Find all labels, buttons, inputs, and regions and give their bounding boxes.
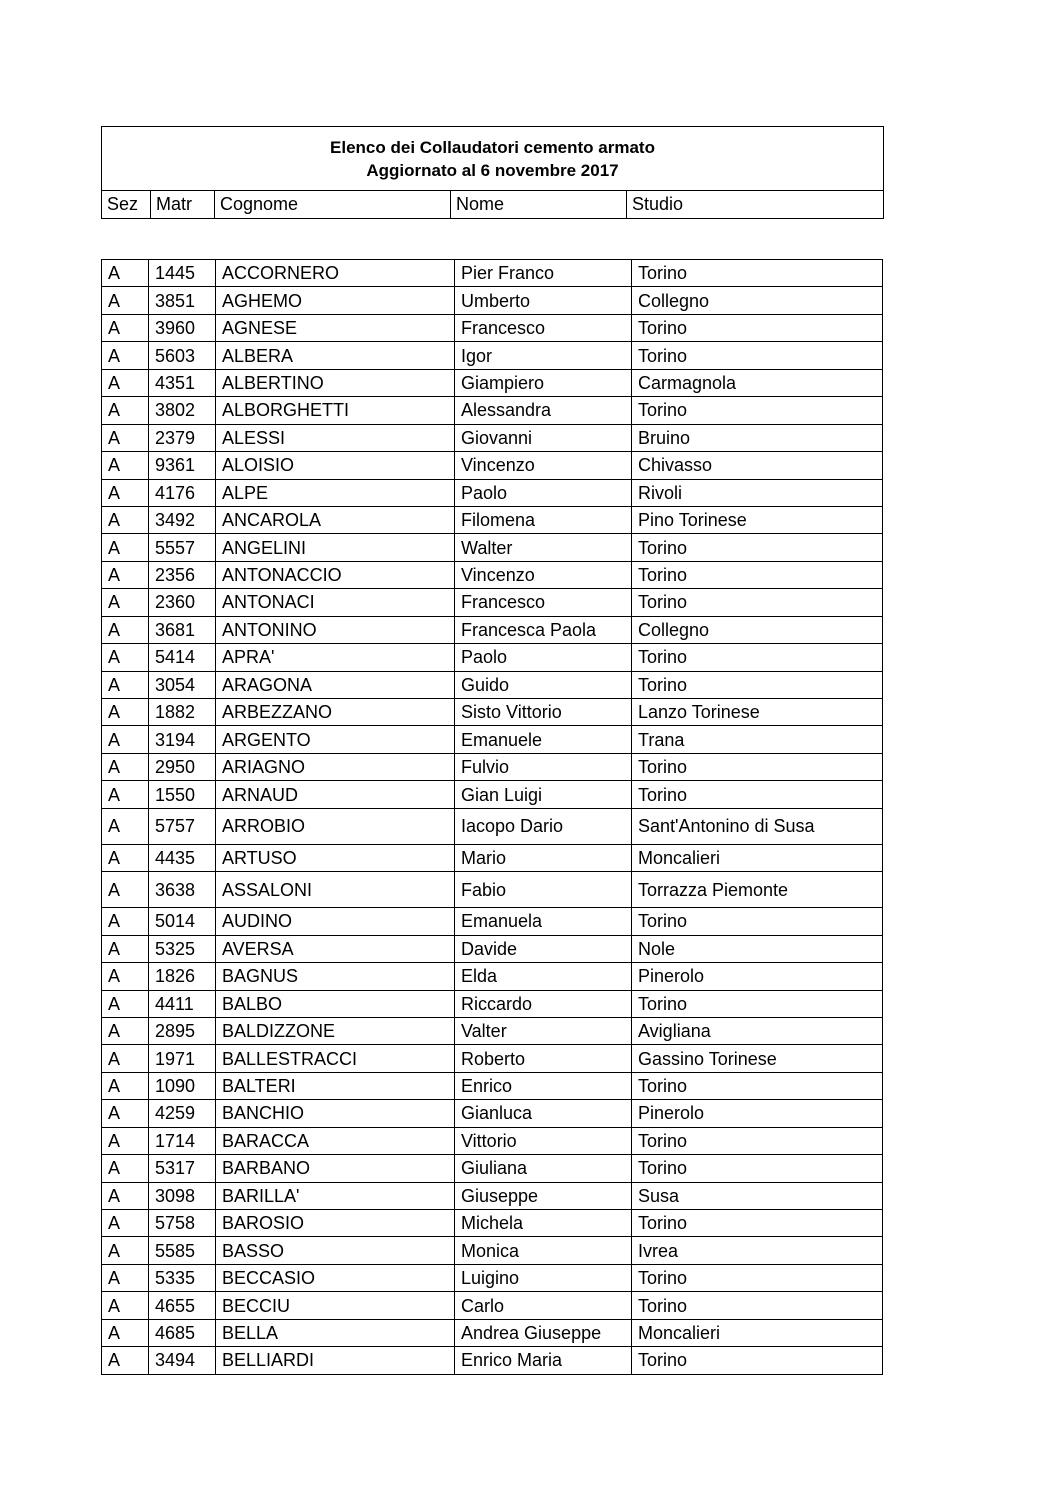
cell-sez: A	[102, 506, 149, 533]
cell-matr: 5758	[149, 1210, 216, 1237]
cell-cognome: BALTERI	[216, 1072, 455, 1099]
cell-nome: Elda	[455, 963, 632, 990]
cell-nome: Paolo	[455, 479, 632, 506]
cell-studio: Torino	[632, 589, 883, 616]
cell-cognome: ALPE	[216, 479, 455, 506]
cell-matr: 1090	[149, 1072, 216, 1099]
cell-cognome: ARIAGNO	[216, 753, 455, 780]
cell-matr: 3054	[149, 671, 216, 698]
cell-nome: Alessandra	[455, 397, 632, 424]
cell-nome: Andrea Giuseppe	[455, 1319, 632, 1346]
cell-nome: Giuseppe	[455, 1182, 632, 1209]
column-header-cognome: Cognome	[215, 191, 451, 218]
cell-nome: Giampiero	[455, 369, 632, 396]
table-row	[102, 1210, 883, 1237]
cell-matr: 3681	[149, 616, 216, 643]
cell-cognome: ARGENTO	[216, 726, 455, 753]
table-row	[102, 1347, 883, 1374]
cell-matr: 4655	[149, 1292, 216, 1319]
cell-cognome: BANCHIO	[216, 1100, 455, 1127]
cell-studio: Collegno	[632, 287, 883, 314]
cell-cognome: ANTONINO	[216, 616, 455, 643]
cell-cognome: APRA'	[216, 644, 455, 671]
cell-cognome: ANTONACI	[216, 589, 455, 616]
cell-nome: Valter	[455, 1017, 632, 1044]
table-row	[102, 872, 883, 908]
table-row	[102, 369, 883, 396]
cell-studio: Pinerolo	[632, 963, 883, 990]
cell-cognome: ALESSI	[216, 424, 455, 451]
cell-nome: Giuliana	[455, 1155, 632, 1182]
cell-matr: 3194	[149, 726, 216, 753]
cell-sez: A	[102, 644, 149, 671]
cell-cognome: ALOISIO	[216, 452, 455, 479]
cell-sez: A	[102, 534, 149, 561]
table-row	[102, 908, 883, 935]
cell-nome: Paolo	[455, 644, 632, 671]
column-headers	[102, 191, 883, 218]
cell-studio: Torino	[632, 534, 883, 561]
table-row	[102, 781, 883, 808]
cell-studio: Moncalieri	[632, 844, 883, 871]
cell-matr: 2379	[149, 424, 216, 451]
table-row	[102, 424, 883, 451]
cell-studio: Torino	[632, 561, 883, 588]
cell-matr: 2895	[149, 1017, 216, 1044]
table-row	[102, 452, 883, 479]
cell-matr: 5603	[149, 342, 216, 369]
cell-nome: Francesco	[455, 589, 632, 616]
table-row	[102, 534, 883, 561]
cell-nome: Walter	[455, 534, 632, 561]
table-row	[102, 287, 883, 314]
cell-matr: 1550	[149, 781, 216, 808]
table-row	[102, 260, 883, 287]
cell-sez: A	[102, 1155, 149, 1182]
cell-sez: A	[102, 287, 149, 314]
cell-nome: Enrico Maria	[455, 1347, 632, 1374]
cell-sez: A	[102, 1045, 149, 1072]
column-header-sez: Sez	[102, 191, 151, 218]
cell-cognome: ALBORGHETTI	[216, 397, 455, 424]
document-subtitle: Aggiornato al 6 novembre 2017	[366, 161, 619, 180]
cell-cognome: BARILLA'	[216, 1182, 455, 1209]
cell-sez: A	[102, 342, 149, 369]
cell-matr: 2356	[149, 561, 216, 588]
cell-cognome: ARBEZZANO	[216, 699, 455, 726]
cell-matr: 3494	[149, 1347, 216, 1374]
cell-matr: 4435	[149, 844, 216, 871]
table-row	[102, 1237, 883, 1264]
cell-studio: Collegno	[632, 616, 883, 643]
cell-studio: Pinerolo	[632, 1100, 883, 1127]
cell-cognome: BAGNUS	[216, 963, 455, 990]
cell-nome: Vincenzo	[455, 561, 632, 588]
document-title: Elenco dei Collaudatori cemento armato	[330, 138, 655, 157]
cell-nome: Mario	[455, 844, 632, 871]
cell-nome: Vittorio	[455, 1127, 632, 1154]
cell-sez: A	[102, 963, 149, 990]
cell-matr: 5335	[149, 1264, 216, 1291]
cell-sez: A	[102, 844, 149, 871]
cell-studio: Ivrea	[632, 1237, 883, 1264]
cell-matr: 5414	[149, 644, 216, 671]
cell-nome: Francesco	[455, 314, 632, 341]
cell-studio: Torino	[632, 342, 883, 369]
cell-matr: 1826	[149, 963, 216, 990]
cell-sez: A	[102, 726, 149, 753]
cell-studio: Torino	[632, 753, 883, 780]
cell-sez: A	[102, 908, 149, 935]
cell-cognome: BECCIU	[216, 1292, 455, 1319]
cell-sez: A	[102, 1264, 149, 1291]
cell-matr: 3492	[149, 506, 216, 533]
table-row	[102, 397, 883, 424]
cell-cognome: BAROSIO	[216, 1210, 455, 1237]
cell-nome: Enrico	[455, 1072, 632, 1099]
cell-cognome: AGHEMO	[216, 287, 455, 314]
cell-cognome: AGNESE	[216, 314, 455, 341]
table-row	[102, 1264, 883, 1291]
table-row	[102, 671, 883, 698]
cell-sez: A	[102, 808, 149, 844]
cell-nome: Monica	[455, 1237, 632, 1264]
cell-studio: Torino	[632, 671, 883, 698]
cell-cognome: ALBERTINO	[216, 369, 455, 396]
table-row	[102, 342, 883, 369]
table-row	[102, 616, 883, 643]
cell-studio: Bruino	[632, 424, 883, 451]
cell-cognome: AVERSA	[216, 935, 455, 962]
cell-studio: Lanzo Torinese	[632, 699, 883, 726]
table-body	[102, 260, 883, 1375]
column-header-matr: Matr	[151, 191, 215, 218]
table-row	[102, 844, 883, 871]
cell-nome: Sisto Vittorio	[455, 699, 632, 726]
cell-studio: Susa	[632, 1182, 883, 1209]
cell-matr: 4259	[149, 1100, 216, 1127]
cell-studio: Chivasso	[632, 452, 883, 479]
cell-sez: A	[102, 424, 149, 451]
cell-sez: A	[102, 699, 149, 726]
cell-cognome: BECCASIO	[216, 1264, 455, 1291]
cell-sez: A	[102, 1210, 149, 1237]
table-row	[102, 1292, 883, 1319]
table-row	[102, 506, 883, 533]
table-row	[102, 314, 883, 341]
cell-cognome: BALBO	[216, 990, 455, 1017]
column-header-studio: Studio	[632, 194, 684, 214]
cell-studio: Torino	[632, 397, 883, 424]
cell-cognome: BARACCA	[216, 1127, 455, 1154]
cell-studio: Pino Torinese	[632, 506, 883, 533]
cell-cognome: ALBERA	[216, 342, 455, 369]
cell-sez: A	[102, 671, 149, 698]
cell-matr: 3098	[149, 1182, 216, 1209]
cell-studio: Torino	[632, 990, 883, 1017]
cell-studio: Torino	[632, 1155, 883, 1182]
cell-cognome: ARROBIO	[216, 808, 455, 844]
cell-sez: A	[102, 753, 149, 780]
cell-cognome: ARAGONA	[216, 671, 455, 698]
cell-sez: A	[102, 1237, 149, 1264]
cell-sez: A	[102, 479, 149, 506]
cell-studio: Torino	[632, 644, 883, 671]
cell-matr: 1445	[149, 260, 216, 287]
table-row	[102, 699, 883, 726]
cell-cognome: BALDIZZONE	[216, 1017, 455, 1044]
table-row	[102, 1045, 883, 1072]
cell-studio: Carmagnola	[632, 369, 883, 396]
cell-sez: A	[102, 260, 149, 287]
cell-sez: A	[102, 1347, 149, 1374]
cell-studio: Trana	[632, 726, 883, 753]
cell-sez: A	[102, 397, 149, 424]
cell-sez: A	[102, 1100, 149, 1127]
cell-sez: A	[102, 369, 149, 396]
cell-sez: A	[102, 314, 149, 341]
collaudatori-table	[101, 259, 883, 1375]
cell-nome: Vincenzo	[455, 452, 632, 479]
cell-sez: A	[102, 616, 149, 643]
cell-cognome: BALLESTRACCI	[216, 1045, 455, 1072]
cell-studio: Torino	[632, 314, 883, 341]
cell-studio: Torino	[632, 1264, 883, 1291]
cell-matr: 5014	[149, 908, 216, 935]
cell-matr: 1882	[149, 699, 216, 726]
cell-studio: Torrazza Piemonte	[632, 872, 883, 908]
cell-studio: Torino	[632, 1292, 883, 1319]
cell-cognome: ANGELINI	[216, 534, 455, 561]
table-row	[102, 726, 883, 753]
cell-matr: 1971	[149, 1045, 216, 1072]
cell-nome: Emanuele	[455, 726, 632, 753]
cell-matr: 4351	[149, 369, 216, 396]
cell-sez: A	[102, 872, 149, 908]
table-row	[102, 1100, 883, 1127]
cell-matr: 4685	[149, 1319, 216, 1346]
cell-nome: Gian Luigi	[455, 781, 632, 808]
table-row	[102, 963, 883, 990]
cell-matr: 3802	[149, 397, 216, 424]
cell-nome: Riccardo	[455, 990, 632, 1017]
cell-cognome: BELLIARDI	[216, 1347, 455, 1374]
cell-nome: Iacopo Dario	[455, 808, 632, 844]
cell-studio: Torino	[632, 260, 883, 287]
cell-studio: Torino	[632, 781, 883, 808]
cell-studio: Torino	[632, 908, 883, 935]
cell-nome: Pier Franco	[455, 260, 632, 287]
cell-studio: Rivoli	[632, 479, 883, 506]
cell-sez: A	[102, 1292, 149, 1319]
cell-matr: 5325	[149, 935, 216, 962]
table-row	[102, 479, 883, 506]
cell-nome: Fabio	[455, 872, 632, 908]
cell-sez: A	[102, 935, 149, 962]
cell-studio: Torino	[632, 1072, 883, 1099]
cell-matr: 5757	[149, 808, 216, 844]
cell-studio: Torino	[632, 1127, 883, 1154]
cell-matr: 3960	[149, 314, 216, 341]
cell-nome: Francesca Paola	[455, 616, 632, 643]
cell-nome: Guido	[455, 671, 632, 698]
cell-cognome: ARNAUD	[216, 781, 455, 808]
cell-cognome: ACCORNERO	[216, 260, 455, 287]
cell-studio: Moncalieri	[632, 1319, 883, 1346]
cell-studio: Nole	[632, 935, 883, 962]
cell-matr: 2950	[149, 753, 216, 780]
cell-nome: Emanuela	[455, 908, 632, 935]
cell-studio: Avigliana	[632, 1017, 883, 1044]
cell-cognome: BELLA	[216, 1319, 455, 1346]
cell-studio: Torino	[632, 1210, 883, 1237]
cell-sez: A	[102, 1182, 149, 1209]
cell-nome: Gianluca	[455, 1100, 632, 1127]
cell-matr: 5317	[149, 1155, 216, 1182]
table-row	[102, 935, 883, 962]
cell-nome: Giovanni	[455, 424, 632, 451]
cell-sez: A	[102, 990, 149, 1017]
cell-nome: Luigino	[455, 1264, 632, 1291]
cell-nome: Michela	[455, 1210, 632, 1237]
cell-cognome: AUDINO	[216, 908, 455, 935]
cell-sez: A	[102, 1017, 149, 1044]
cell-cognome: ANCAROLA	[216, 506, 455, 533]
cell-nome: Fulvio	[455, 753, 632, 780]
cell-matr: 1714	[149, 1127, 216, 1154]
cell-studio: Sant'Antonino di Susa	[632, 808, 883, 844]
table-row	[102, 1127, 883, 1154]
cell-matr: 3638	[149, 872, 216, 908]
table-row	[102, 644, 883, 671]
cell-nome: Igor	[455, 342, 632, 369]
cell-nome: Davide	[455, 935, 632, 962]
cell-sez: A	[102, 781, 149, 808]
cell-studio: Torino	[632, 1347, 883, 1374]
table-row	[102, 1017, 883, 1044]
table-row	[102, 1072, 883, 1099]
cell-cognome: ANTONACCIO	[216, 561, 455, 588]
title-block	[102, 127, 883, 191]
cell-matr: 5557	[149, 534, 216, 561]
cell-sez: A	[102, 1319, 149, 1346]
cell-nome: Carlo	[455, 1292, 632, 1319]
table-row	[102, 808, 883, 844]
cell-matr: 4411	[149, 990, 216, 1017]
cell-sez: A	[102, 561, 149, 588]
cell-matr: 9361	[149, 452, 216, 479]
cell-cognome: ASSALONI	[216, 872, 455, 908]
table-row	[102, 1155, 883, 1182]
cell-sez: A	[102, 1072, 149, 1099]
cell-nome: Umberto	[455, 287, 632, 314]
table-row	[102, 1319, 883, 1346]
cell-cognome: BASSO	[216, 1237, 455, 1264]
cell-sez: A	[102, 1127, 149, 1154]
cell-matr: 4176	[149, 479, 216, 506]
column-header-nome: Nome	[451, 191, 627, 218]
cell-sez: A	[102, 589, 149, 616]
cell-matr: 2360	[149, 589, 216, 616]
document-header	[101, 126, 884, 219]
table-row	[102, 1182, 883, 1209]
cell-cognome: BARBANO	[216, 1155, 455, 1182]
cell-studio: Gassino Torinese	[632, 1045, 883, 1072]
cell-matr: 5585	[149, 1237, 216, 1264]
table-row	[102, 589, 883, 616]
cell-cognome: ARTUSO	[216, 844, 455, 871]
cell-sez: A	[102, 452, 149, 479]
table-row	[102, 561, 883, 588]
table-row	[102, 990, 883, 1017]
table-row	[102, 753, 883, 780]
cell-matr: 3851	[149, 287, 216, 314]
cell-nome: Filomena	[455, 506, 632, 533]
cell-nome: Roberto	[455, 1045, 632, 1072]
